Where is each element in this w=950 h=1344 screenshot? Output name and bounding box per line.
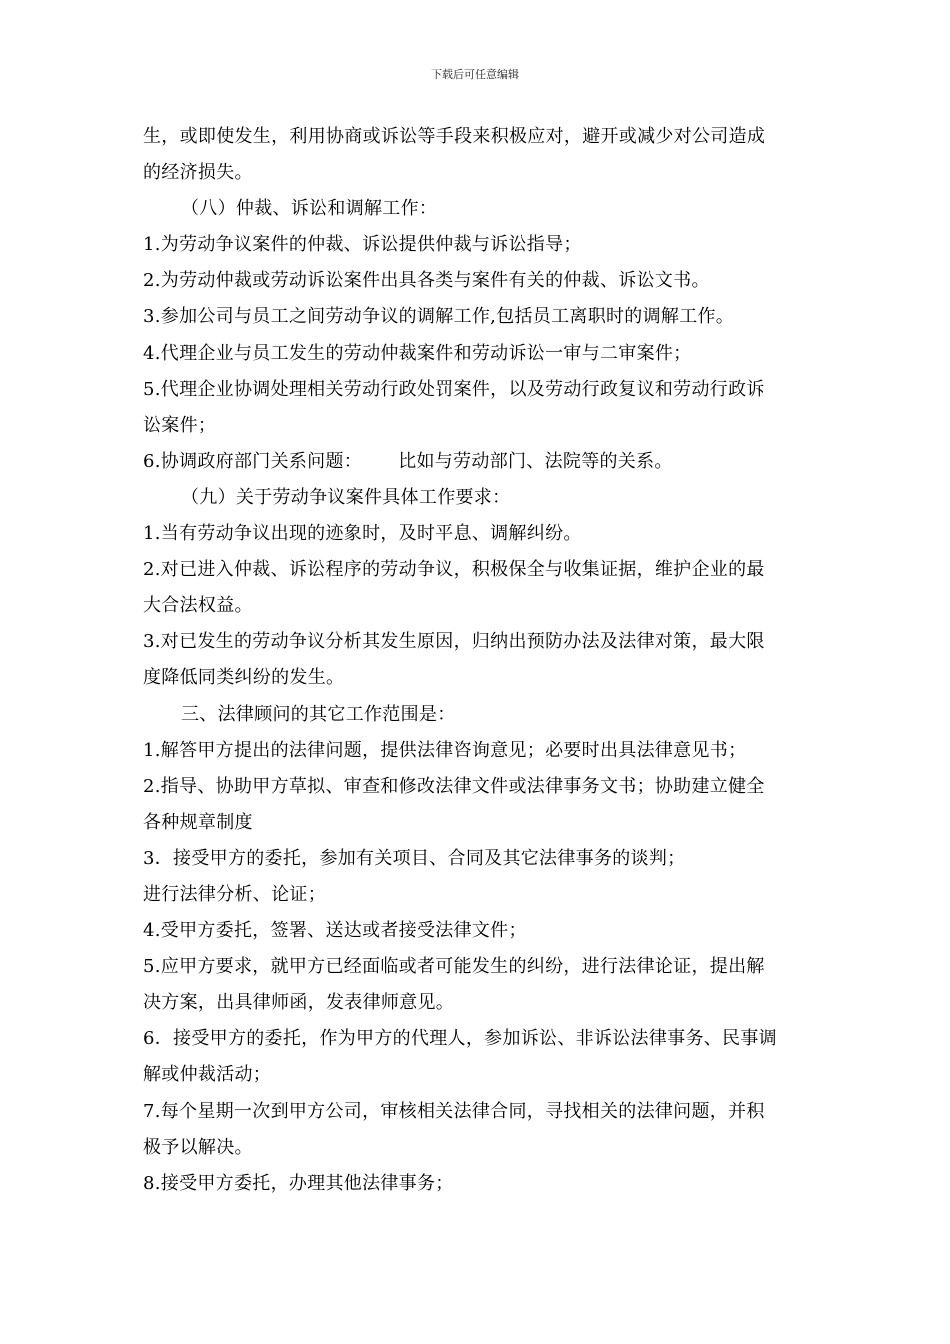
list-item: 6．接受甲方的委托，作为甲方的代理人，参加诉讼、非诉讼法律事务、民事调: [143, 1028, 777, 1050]
list-item-continuation: 进行法律分析、论证；: [143, 883, 326, 905]
list-item: 2.对已进入仲裁、诉讼程序的劳动争议，积极保全与收集证据，维护企业的最: [143, 559, 765, 581]
list-item-continuation: 大合法权益。: [143, 595, 253, 617]
paragraph-line: 的经济损失。: [143, 162, 253, 184]
section-heading: 三、法律顾问的其它工作范围是：: [181, 703, 456, 725]
list-item-continuation: 解或仲裁活动；: [143, 1064, 272, 1086]
list-item: 1.解答甲方提出的法律问题，提供法律咨询意见；必要时出具法律意见书；: [143, 739, 747, 761]
page-header: 下载后可任意编辑: [431, 68, 519, 81]
list-item: 4.受甲方委托，签署、送达或者接受法律文件；: [143, 920, 527, 942]
list-item-continuation: 度降低同类纠纷的发生。: [143, 667, 345, 689]
section-heading: （九）关于劳动争议案件具体工作要求：: [181, 486, 511, 508]
list-item: 3.参加公司与员工之间劳动争议的调解工作,包括员工离职时的调解工作。: [143, 306, 735, 328]
list-item-continuation: 极予以解决。: [143, 1136, 253, 1158]
list-item: 1.当有劳动争议出现的迹象时，及时平息、调解纠纷。: [143, 523, 582, 545]
list-item: 4.代理企业与员工发生的劳动仲裁案件和劳动诉讼一审与二审案件；: [143, 342, 692, 364]
list-item: 2.为劳动仲裁或劳动诉讼案件出具各类与案件有关的仲裁、诉讼文书。: [143, 270, 710, 292]
list-item-continuation: 讼案件；: [143, 414, 217, 436]
section-heading: （八）仲裁、诉讼和调解工作：: [181, 198, 438, 220]
paragraph-line: 生，或即使发生，利用协商或诉讼等手段来积极应对，避开或减少对公司造成: [143, 126, 766, 147]
list-item: 3.对已发生的劳动争议分析其发生原因，归纳出预防办法及法律对策，最大限: [143, 631, 765, 653]
list-item: 5.应甲方要求，就甲方已经面临或者可能发生的纠纷，进行法律论证，提出解: [143, 956, 765, 978]
list-item: 2.指导、协助甲方草拟、审查和修改法律文件或法律事务文书；协助建立健全: [143, 775, 765, 797]
list-item-continuation: 各种规章制度: [143, 811, 253, 833]
list-item-continuation: 决方案，出具律师函，发表律师意见。: [143, 992, 455, 1014]
list-item: 1.为劳动争议案件的仲裁、诉讼提供仲裁与诉讼指导；: [143, 234, 582, 256]
list-item: 8.接受甲方委托，办理其他法律事务；: [143, 1172, 454, 1194]
list-item: 6.协调政府部门关系问题： 比如与劳动部门、法院等的关系。: [143, 450, 673, 472]
list-item: 3．接受甲方的委托，参加有关项目、合同及其它法律事务的谈判；: [143, 847, 686, 869]
document-body: [143, 119, 813, 1202]
list-item: 5.代理企业协调处理相关劳动行政处罚案件，以及劳动行政复议和劳动行政诉: [143, 378, 765, 400]
list-item: 7.每个星期一次到甲方公司，审核相关法律合同，寻找相关的法律问题，并积: [143, 1100, 765, 1122]
